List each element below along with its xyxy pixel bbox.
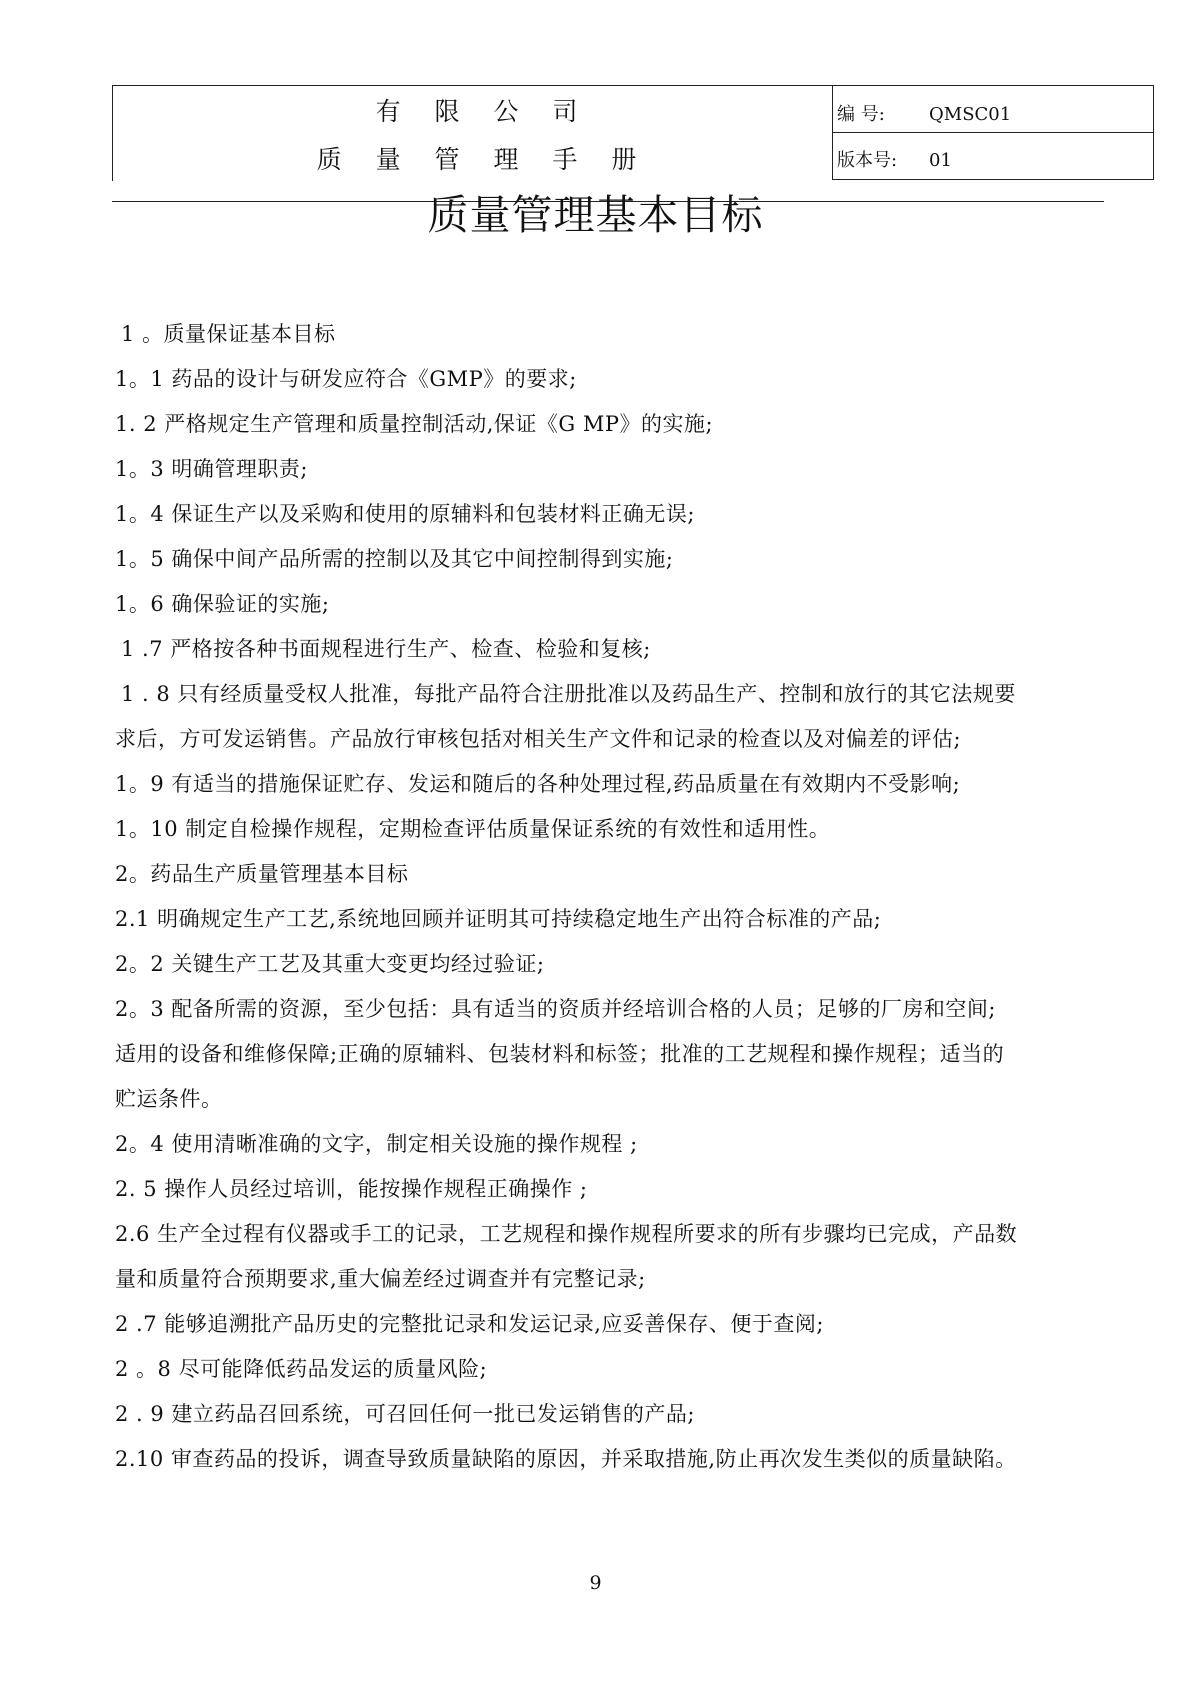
paragraph-line: 2.6 生产全过程有仪器或手工的记录，工艺规程和操作规程所要求的所有步骤均已完成，产品数 (115, 1222, 1018, 1246)
paragraph-line: 2.1 明确规定生产工艺,系统地回顾并证明其可持续稳定地生产出符合标准的产品; (115, 907, 882, 931)
document-header (112, 85, 1154, 180)
paragraph-line: 2.10 审查药品的投诉，调查导致质量缺陷的原因，并采取措施,防止再次发生类似的质量缺陷。 (115, 1447, 1017, 1471)
version-label: 版本号: (837, 150, 898, 171)
paragraph-line: 2. 5 操作人员经过培训，能按操作规程正确操作 ; (115, 1177, 588, 1201)
paragraph-line: 1。9 有适当的措施保证贮存、发运和随后的各种处理过程,药品质量在有效期内不受影响; (115, 772, 961, 796)
section-heading: 1 。质量保证基本目标 (121, 322, 336, 346)
paragraph-line: 1. 2 严格规定生产管理和质量控制活动,保证《G MP》的实施; (115, 412, 714, 436)
paragraph-line: 1。6 确保验证的实施; (115, 592, 330, 616)
page-number: 9 (589, 1572, 602, 1594)
version-cell (833, 132, 1153, 179)
paragraph-line: 1 .7 严格按各种书面规程进行生产、检查、检验和复核; (121, 637, 651, 661)
paragraph-line: 求后，方可发运销售。产品放行审核包括对相关生产文件和记录的检查以及对偏差的评估; (115, 727, 962, 751)
paragraph-line: 2。3 配备所需的资源，至少包括：具有适当的资质并经培训合格的人员；足够的厂房和空间; (115, 997, 996, 1021)
company-name: 有 限 公 司 (375, 97, 591, 126)
paragraph-line: 2 . 9 建立药品召回系统，可召回任何一批已发运销售的产品; (115, 1402, 695, 1426)
paragraph-line: 1 . 8 只有经质量受权人批准，每批产品符合注册批准以及药品生产、控制和放行的其它法规要 (121, 682, 1016, 706)
paragraph-line: 量和质量符合预期要求,重大偏差经过调查并有完整记录; (115, 1267, 646, 1291)
paragraph-line: 2 。8 尽可能降低药品发运的质量风险; (115, 1357, 488, 1381)
paragraph-line: 2。2 关键生产工艺及其重大变更均经过验证; (115, 952, 545, 976)
manual-name: 质 量 管 理 手 册 (316, 145, 650, 174)
section-heading: 2。药品生产质量管理基本目标 (115, 862, 409, 886)
paragraph-line: 1。3 明确管理职责; (115, 457, 308, 481)
paragraph-line: 1。1 药品的设计与研发应符合《GMP》的要求; (115, 367, 577, 391)
version-value: 01 (929, 150, 952, 171)
paragraph-line: 1。10 制定自检操作规程，定期检查评估质量保证系统的有效性和适用性。 (115, 817, 831, 841)
document-code-value: QMSC01 (929, 104, 1012, 125)
paragraph-line: 1。5 确保中间产品所需的控制以及其它中间控制得到实施; (115, 547, 674, 571)
page-title: 质量管理基本目标 (427, 191, 764, 239)
document-code-cell (833, 86, 1153, 133)
document-code-label: 编 号: (837, 104, 885, 125)
paragraph-line: 2 .7 能够追溯批产品历史的完整批记录和发运记录,应妥善保存、便于查阅; (115, 1312, 824, 1336)
paragraph-line: 适用的设备和维修保障;正确的原辅料、包装材料和标签；批准的工艺规程和操作规程；适当的 (115, 1042, 1005, 1066)
paragraph-line: 1。4 保证生产以及采购和使用的原辅料和包装材料正确无误; (115, 502, 695, 526)
header-title-block (112, 85, 833, 181)
paragraph-line: 2。4 使用清晰准确的文字，制定相关设施的操作规程 ; (115, 1132, 638, 1156)
header-info-table (832, 85, 1154, 180)
paragraph-line: 贮运条件。 (115, 1087, 223, 1111)
